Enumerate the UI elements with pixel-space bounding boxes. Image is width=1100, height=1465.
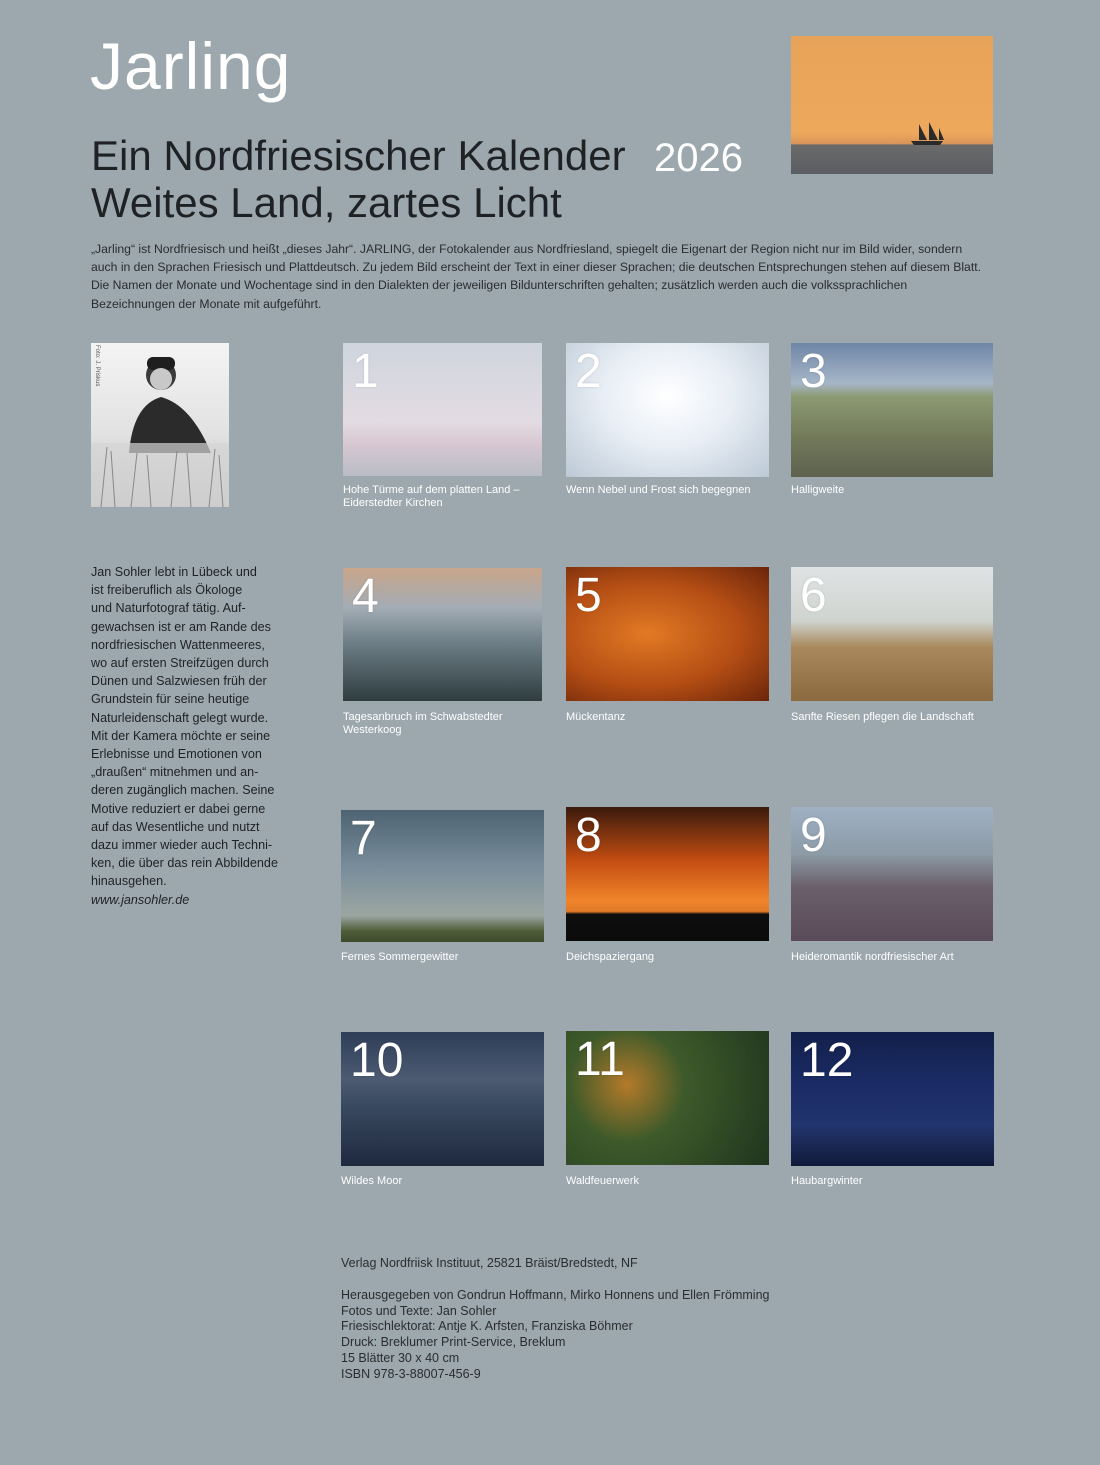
imprint-editors: Herausgegeben von Gondrun Hoffmann, Mirko Honnens und Ellen Frömming — [341, 1287, 770, 1302]
month-number: 2 — [575, 345, 602, 398]
month-caption: Mückentanz — [566, 711, 626, 723]
brand-title: Jarling — [90, 29, 292, 103]
author-portrait — [91, 343, 229, 507]
month-photo — [791, 567, 993, 701]
month-caption: Heideromantik nordfriesischer Art — [791, 951, 954, 963]
month-caption: Deichspaziergang — [566, 951, 655, 963]
month-number: 6 — [800, 569, 827, 622]
calendar-subtitle: Weites Land, zartes Licht — [91, 179, 562, 226]
month-photo — [791, 1032, 994, 1166]
bio-line: nordfriesischen Wattenmeeres, — [91, 637, 265, 652]
bio-line: Motive reduziert er dabei gerne — [91, 801, 266, 816]
month-caption: Hohe Türme auf dem platten Land – Eiderstedter Kirchen — [343, 484, 520, 509]
bio-line: Erlebnisse und Emotionen von — [91, 747, 262, 762]
calendar-title: Ein Nordfriesischer Kalender — [91, 132, 626, 179]
author-bio-text — [91, 563, 281, 891]
month-photo — [791, 343, 993, 477]
month-number: 8 — [575, 809, 602, 862]
bio-line: dazu immer wieder auch Techni- — [91, 838, 273, 853]
bio-line: deren zugänglich machen. Seine — [91, 783, 275, 798]
month-photo — [341, 1032, 544, 1166]
month-caption: Wenn Nebel und Frost sich begegnen — [566, 484, 751, 496]
month-number: 12 — [800, 1034, 854, 1087]
imprint-format: 15 Blätter 30 x 40 cm — [341, 1350, 460, 1365]
cover-photo-sailing-ship — [791, 36, 993, 174]
bio-line: Grundstein für seine heutige — [91, 692, 250, 707]
author-website-link[interactable]: www.jansohler.de — [91, 892, 190, 907]
calendar-year: 2026 — [654, 136, 743, 180]
month-caption: Tagesanbruch im Schwabstedter Westerkoog — [343, 711, 503, 736]
month-photo — [791, 807, 993, 941]
month-number: 5 — [575, 569, 602, 622]
month-caption: Waldfeuerwerk — [566, 1175, 639, 1187]
imprint-publisher: Verlag Nordfriisk Instituut, 25821 Bräist/Bredstedt, NF — [341, 1256, 638, 1270]
month-number: 4 — [352, 570, 379, 623]
bio-line: ist freiberuflich als Ökologe — [91, 583, 243, 598]
month-photo — [341, 810, 544, 942]
month-number: 1 — [352, 345, 379, 398]
imprint-print: Druck: Breklumer Print-Service, Breklum — [341, 1335, 566, 1350]
bio-line: ken, die über das rein Abbildende — [91, 856, 278, 871]
month-photo — [566, 807, 769, 941]
ship-silhouette-icon — [909, 122, 945, 146]
month-photo — [566, 567, 769, 701]
portrait-credit: Foto: J. Priskus — [94, 345, 100, 387]
imprint-lektorat: Friesischlektorat: Antje K. Arfsten, Franziska Böhmer — [341, 1319, 633, 1334]
portrait-figure-icon — [91, 343, 229, 507]
imprint-isbn: ISBN 978-3-88007-456-9 — [341, 1366, 481, 1381]
month-caption: Sanfte Riesen pflegen die Landschaft — [791, 711, 974, 723]
month-caption: Halligweite — [791, 484, 845, 496]
bio-line: wo auf ersten Streifzügen durch — [91, 656, 269, 671]
imprint-photos: Fotos und Texte: Jan Sohler — [341, 1303, 497, 1318]
imprint — [341, 1256, 769, 1383]
month-photo — [566, 343, 769, 477]
month-caption: Wildes Moor — [341, 1175, 403, 1187]
month-number: 7 — [350, 812, 377, 865]
bio-line: auf das Wesentliche und nutzt — [91, 819, 260, 834]
bio-line: gewachsen ist er am Rande des — [91, 619, 271, 634]
month-number: 9 — [800, 809, 827, 862]
bio-line: hinausgehen. — [91, 874, 167, 889]
intro-text: „Jarling“ ist Nordfriesisch und heißt „dieses Jahr“. JARLING, der Fotokalender aus Nordfriesland, spiegelt die Eigenart der Region nicht nur im Bild wider, sondern auch in den Sprachen Friesisch und Plattdeutsch. Zu jedem Bild erscheint der Text in einer dieser Sprachen; die deutschen Entsprechungen stehen auf diesem Blatt. Die Namen der Monate und Wochentage sind in den Dialekten der jeweiligen Bildunterschriften gehalten; zusätzlich werden auch die volkssprachlichen Bezeichnungen der Monate mit aufgeführt. — [91, 242, 981, 311]
bio-line: Dünen und Salzwiesen früh der — [91, 674, 267, 689]
month-caption: Haubargwinter — [791, 1175, 863, 1187]
month-number: 10 — [350, 1034, 404, 1087]
bio-line: Mit der Kamera möchte er seine — [91, 728, 271, 743]
month-caption: Fernes Sommergewitter — [341, 951, 459, 963]
month-photo — [566, 1031, 769, 1165]
bio-line: Jan Sohler lebt in Lübeck und — [91, 565, 257, 579]
bio-line: und Naturfotograf tätig. Auf- — [91, 601, 246, 616]
month-number: 11 — [575, 1033, 625, 1086]
author-bio — [91, 563, 281, 909]
month-photo — [343, 343, 542, 476]
bio-line: „draußen“ mitnehmen und an- — [91, 765, 259, 780]
month-photo — [343, 568, 542, 701]
bio-line: Naturleidenschaft gelegt wurde. — [91, 710, 269, 725]
month-number: 3 — [800, 345, 827, 398]
